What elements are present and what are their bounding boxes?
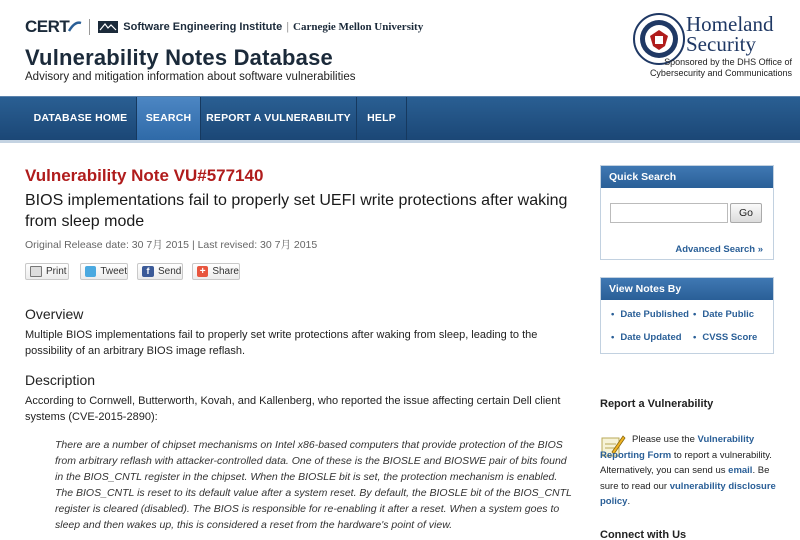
nav-report-vulnerability[interactable]: REPORT A VULNERABILITY [201,97,357,140]
nav-help[interactable]: HELP [357,97,407,140]
description-quote: There are a number of chipset mechanisms on Intel x86-based computers that provide protection of the BIOS from arbitrary reflash with attacker-controlled data. One of these is the BIOSLE and BIOSWE pair of bits found in the BIOS_CNTL register in the chipset. When the BIOSLE bit is set, the protection mechanism is enabled. The BIOS_CNTL is reset to its default value after a system reset. By default, the BIOSLE bit of the BIOS_CNTL register is cleared (disabled). The BIOS is responsible for re-enabling it after a reset. When a system goes to sleep and then wakes up, this is considered a reset from the hardware's point of view. [55,439,572,531]
view-by-date-updated[interactable]: • Date Updated [611,332,682,343]
brand-row: CERT Software Engineering Institute | Carnegie Mellon University [25,17,424,36]
quick-search-input[interactable] [610,203,728,223]
connect-heading: Connect with Us [600,529,687,540]
site-header [0,0,800,96]
report-heading: Report a Vulnerability [600,398,714,410]
view-by-date-public[interactable]: • Date Public [693,309,754,320]
advanced-search-link[interactable]: Advanced Search » [675,244,763,255]
printer-icon [30,266,42,277]
note-title: BIOS implementations fail to properly set UEFI write protections after waking from sleep mode [25,192,568,230]
tweet-button[interactable]: Tweet [80,263,128,280]
twitter-icon [85,266,96,277]
release-dates: Original Release date: 30 7月 2015 | Last revised: 30 7月 2015 [25,239,318,251]
cert-swoosh-icon [67,19,83,35]
dhs-sponsor-text: Sponsored by the DHS Office of Cybersecurity and Communications [649,57,792,78]
view-by-date-published[interactable]: • Date Published [611,309,689,320]
nav-database-home[interactable]: DATABASE HOME [25,97,137,140]
cert-logo[interactable] [25,17,83,37]
description-heading: Description [25,372,96,388]
facebook-icon: f [142,266,154,277]
reporting-form-link[interactable]: Vulnerability Reporting Form [600,434,755,461]
facebook-send-button[interactable]: f Send [137,263,183,280]
dhs-line2: Security [686,32,756,56]
nav-search[interactable]: SEARCH [137,97,201,140]
brand-divider [89,19,90,35]
disclosure-policy-link[interactable]: vulnerability disclosure policy [600,480,776,507]
view-notes-box [600,277,774,354]
view-by-cvss-score[interactable]: • CVSS Score [693,332,757,343]
main-nav [0,96,800,140]
dhs-logo[interactable] [612,12,792,88]
quick-search-heading: Quick Search [601,166,773,188]
sei-link[interactable]: Software Engineering Institute [123,21,283,33]
site-title[interactable]: Vulnerability Notes Database [25,45,333,70]
cert-logo-text: CERT [25,17,70,36]
nav-divider [0,140,800,143]
dhs-line1: Homeland [686,12,774,36]
overview-heading: Overview [25,306,84,322]
overview-text: Multiple BIOS implementations fail to properly set write protections after waking from sleep, leading to the possibility of an arbitrary BIOS image reflash. [25,329,538,357]
dhs-wordmark [686,14,773,54]
site-subtitle: Advisory and mitigation information about software vulnerabilities [25,71,356,83]
go-button[interactable]: Go [730,203,762,223]
quick-search-box [600,165,774,260]
description-text: According to Cornwell, Butterworth, Kovah, and Kallenberg, who reported the issue affecting certain Dell client systems (CVE-2015-2890): [25,395,561,423]
plus-icon: + [197,266,208,277]
share-button[interactable]: + Share [192,263,240,280]
sei-logo-icon [97,19,119,35]
report-text: Please use the Vulnerability Reporting Form to report a vulnerability. Alternatively, you can send us email. Be sure to read our vulnerability disclosure policy. [600,434,776,507]
print-button[interactable]: Print [25,263,69,280]
cmu-link[interactable]: Carnegie Mellon University [293,21,424,33]
email-link[interactable]: email [728,465,753,476]
view-notes-heading: View Notes By [601,278,773,300]
note-id: Vulnerability Note VU#577140 [25,166,264,185]
